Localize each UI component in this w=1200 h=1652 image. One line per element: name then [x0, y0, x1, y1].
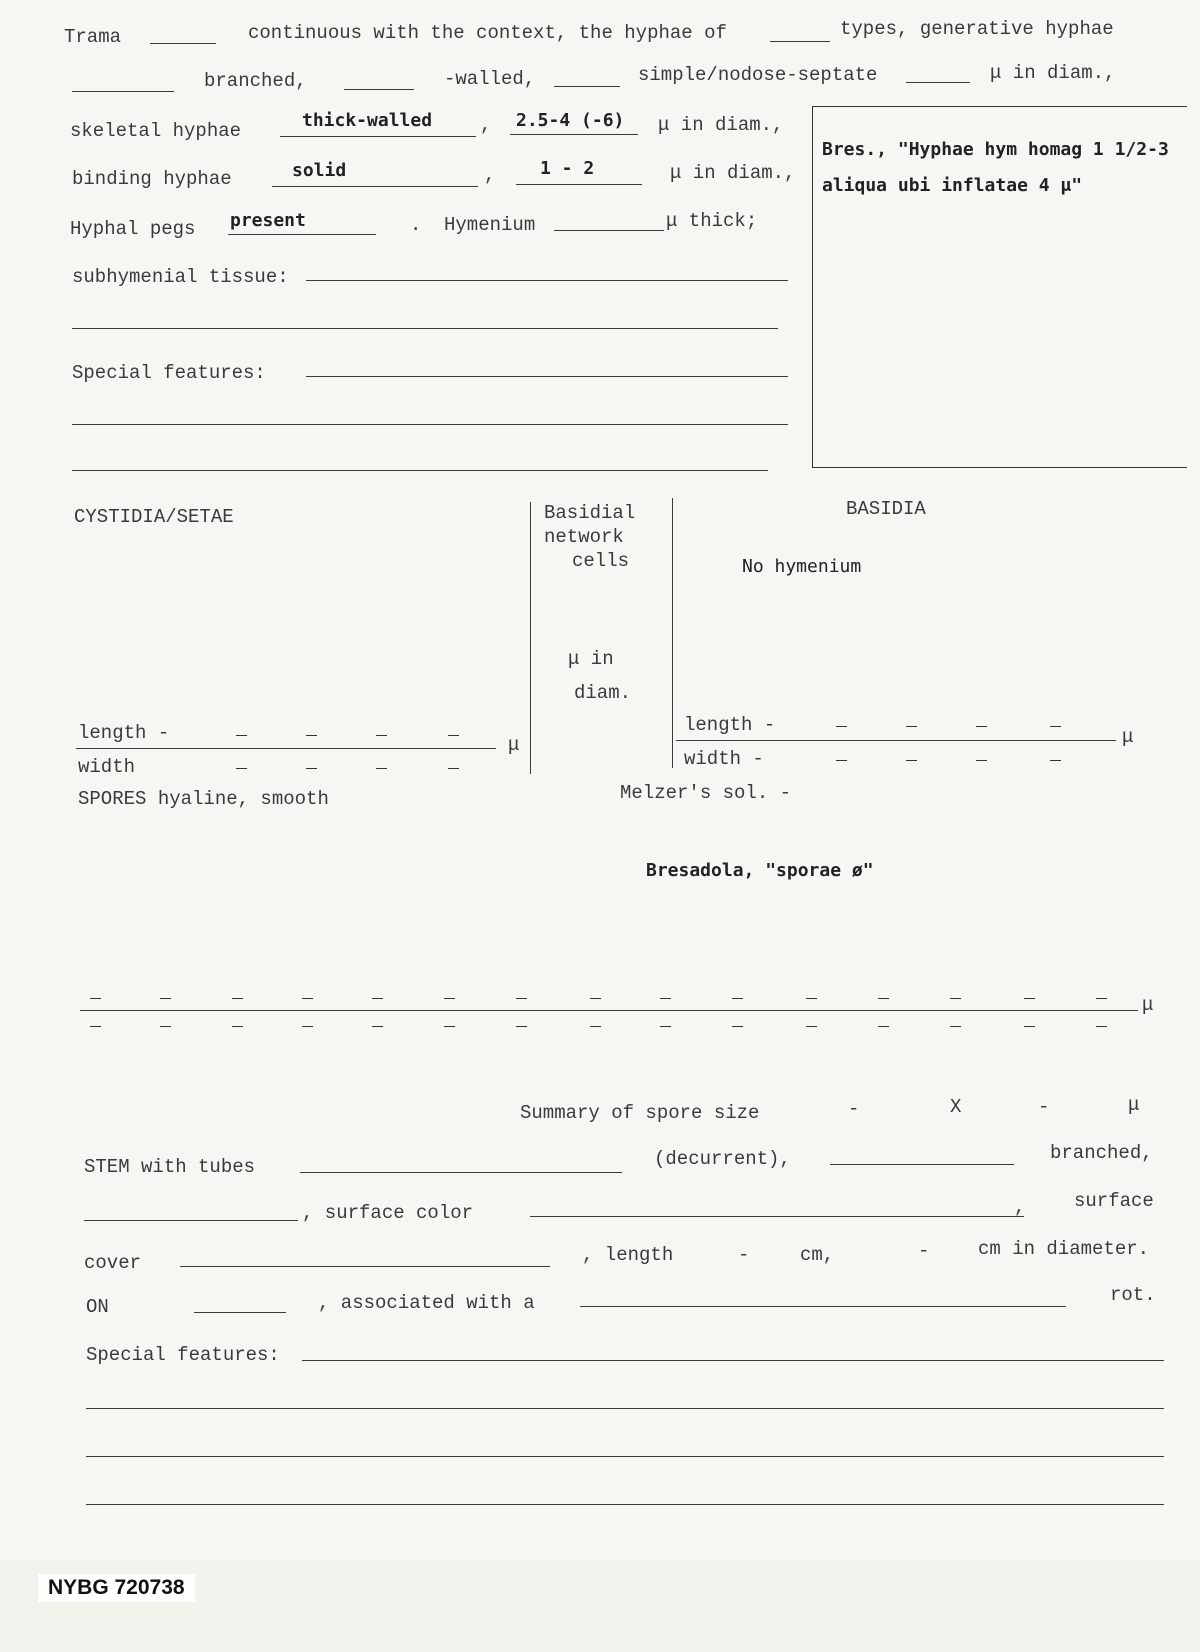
stem-label: STEM with tubes	[84, 1156, 256, 1178]
walled-blank	[344, 89, 414, 90]
special1-blank-1	[306, 376, 788, 377]
cystidia-length-dash	[448, 735, 459, 736]
spore-row2-dash	[302, 1026, 313, 1027]
stem-cm: cm,	[800, 1244, 835, 1266]
stem-on: ON	[86, 1296, 109, 1318]
basidia-width-dash	[836, 760, 847, 761]
cystidia-mu: μ	[508, 734, 520, 756]
stem-special-label: Special features:	[86, 1344, 280, 1366]
bres-note-text: Bres., "Hyphae hym homag 1 1/2-3 aliqua ubi inflatae 4 μ"	[822, 139, 1169, 196]
septate-blank	[554, 86, 620, 87]
spore-mu: μ	[1142, 994, 1154, 1016]
stem-cm-diam: cm in diameter.	[978, 1238, 1150, 1260]
hymenium-label: Hymenium	[444, 214, 536, 236]
spore-row1-dash	[732, 998, 743, 999]
cystidia-title: CYSTIDIA/SETAE	[74, 506, 234, 528]
stem-row2-blank	[84, 1220, 298, 1221]
spore-divider	[80, 1010, 1138, 1011]
spore-row2-dash	[444, 1026, 455, 1027]
bresadola-spore-note: Bresadola, "sporae ø"	[646, 860, 874, 881]
stem-dash1: -	[738, 1244, 750, 1266]
binding-type-value: solid	[292, 160, 347, 181]
stem-special-blank-2	[86, 1408, 1164, 1409]
walled-text: -walled,	[444, 68, 536, 90]
basidia-divider	[676, 740, 1116, 741]
cystidia-divider	[76, 748, 496, 749]
spore-row2-dash	[732, 1026, 743, 1027]
summary-mu: μ	[1128, 1094, 1140, 1116]
stem-branched: branched,	[1050, 1142, 1153, 1164]
spore-row1-dash	[660, 998, 671, 999]
spore-row1-dash	[372, 998, 383, 999]
stem-rot-blank	[580, 1306, 1066, 1307]
summary-dash: -	[848, 1098, 860, 1120]
stem-cover-blank	[180, 1266, 550, 1267]
basidia-length-dash	[1050, 726, 1061, 727]
specimen-label: NYBG 720738	[38, 1574, 195, 1602]
spore-row1-dash	[878, 998, 889, 999]
basidia-title: BASIDIA	[846, 498, 926, 520]
skeletal-wall-value: thick-walled	[302, 110, 433, 131]
trama-text2: types, generative hyphae	[840, 18, 1114, 40]
stem-dash2: -	[918, 1240, 930, 1262]
spore-summary-label: Summary of spore size	[520, 1102, 760, 1124]
basidia-length: length -	[684, 714, 776, 736]
basidial-line1: Basidial	[544, 502, 636, 524]
basidia-width: width -	[684, 748, 764, 770]
spore-row2-dash	[660, 1026, 671, 1027]
special1-blank-3	[72, 470, 768, 471]
cystidia-width-dash	[306, 768, 317, 769]
pegs-dot: .	[410, 214, 422, 236]
spore-row2-dash	[516, 1026, 527, 1027]
basidia-length-dash	[836, 726, 847, 727]
spore-row2-dash	[590, 1026, 601, 1027]
trama-diam: μ in diam.,	[990, 62, 1116, 84]
stem-comma: ,	[1014, 1196, 1026, 1218]
stem-special-blank-4	[86, 1504, 1164, 1505]
cystidia-length-dash	[236, 735, 247, 736]
spore-row2-dash	[1024, 1026, 1035, 1027]
stem-decurrent: (decurrent),	[654, 1148, 791, 1170]
spore-row2-dash	[878, 1026, 889, 1027]
spore-row2-dash	[90, 1026, 101, 1027]
skeletal-diam: μ in diam.,	[658, 114, 784, 136]
spore-row1-dash	[232, 998, 243, 999]
binding-label: binding hyphae	[72, 168, 232, 190]
basidia-length-dash	[976, 726, 987, 727]
basidial-line3: cells	[572, 550, 630, 572]
skeletal-size-blank	[510, 134, 638, 135]
spore-row1-dash	[1096, 998, 1107, 999]
stem-cover: cover	[84, 1252, 142, 1274]
subhymenial-blank-2	[72, 328, 778, 329]
stem-length: , length	[582, 1244, 674, 1266]
branched-blank	[72, 91, 174, 92]
subhymenial-label: subhymenial tissue:	[72, 266, 289, 288]
stem-tubes-blank	[300, 1172, 622, 1173]
basidia-width-dash	[906, 760, 917, 761]
spore-row1-dash	[444, 998, 455, 999]
melzer-label: Melzer's sol. -	[620, 782, 792, 804]
types-blank	[770, 41, 830, 42]
diam-blank	[906, 82, 970, 83]
spore-row1-dash	[1024, 998, 1035, 999]
skeletal-comma: ,	[480, 114, 492, 136]
cystidia-width-dash	[236, 768, 247, 769]
skeletal-wall-blank	[280, 136, 476, 137]
skeletal-label: skeletal hyphae	[70, 120, 242, 142]
stem-special-blank-1	[302, 1360, 1164, 1361]
spore-row2-dash	[950, 1026, 961, 1027]
basidial-right-border	[672, 498, 673, 768]
spore-row2-dash	[372, 1026, 383, 1027]
summary-dash2: -	[1038, 1096, 1050, 1118]
trama-text1: continuous with the context, the hyphae of	[248, 22, 727, 44]
stem-on-blank	[194, 1312, 286, 1313]
special1-blank-2	[72, 424, 788, 425]
spore-row1-dash	[160, 998, 171, 999]
pegs-value: present	[230, 210, 306, 231]
spore-row1-dash	[590, 998, 601, 999]
basidia-width-dash	[976, 760, 987, 761]
basidial-diam: diam.	[574, 682, 632, 704]
stem-color-blank	[530, 1216, 1024, 1217]
basidial-line2: network	[544, 526, 624, 548]
binding-size-value: 1 - 2	[540, 158, 595, 179]
branched-text: branched,	[204, 70, 307, 92]
spore-row1-dash	[302, 998, 313, 999]
pegs-blank	[228, 234, 376, 235]
spore-row1-dash	[90, 998, 101, 999]
cystidia-length-dash	[306, 735, 317, 736]
cystidia-width: width	[78, 756, 136, 778]
spore-row2-dash	[232, 1026, 243, 1027]
basidia-width-dash	[1050, 760, 1061, 761]
skeletal-size-value: 2.5-4 (-6)	[516, 110, 625, 131]
stem-associated: , associated with a	[318, 1292, 535, 1314]
cystidia-length: length -	[78, 722, 170, 744]
spores-label: SPORES hyaline, smooth	[78, 788, 329, 810]
trama-blank	[150, 43, 216, 44]
stem-surface: surface	[1074, 1190, 1154, 1212]
spore-row1-dash	[516, 998, 527, 999]
basidia-length-dash	[906, 726, 917, 727]
spore-row1-dash	[806, 998, 817, 999]
summary-x: X	[950, 1096, 962, 1118]
basidial-mu-in: μ in	[568, 648, 614, 670]
spore-row2-dash	[160, 1026, 171, 1027]
binding-comma: ,	[484, 164, 496, 186]
cystidia-width-dash	[376, 768, 387, 769]
special1-label: Special features:	[72, 362, 266, 384]
hymenium-thick: μ thick;	[666, 210, 758, 232]
basidia-note: No hymenium	[742, 556, 862, 577]
cystidia-length-dash	[376, 735, 387, 736]
basidial-left-border	[530, 502, 531, 774]
basidia-mu: μ	[1122, 726, 1134, 748]
spore-row2-dash	[1096, 1026, 1107, 1027]
cystidia-width-dash	[448, 768, 459, 769]
stem-branched-blank	[830, 1164, 1014, 1165]
subhymenial-blank-1	[306, 280, 788, 281]
binding-size-blank	[516, 184, 642, 185]
stem-rot: rot.	[1110, 1284, 1156, 1306]
binding-diam: μ in diam.,	[670, 162, 796, 184]
trama-label: Trama	[64, 26, 122, 48]
septate-text: simple/nodose-septate	[638, 64, 878, 86]
spore-row1-dash	[950, 998, 961, 999]
pegs-label: Hyphal pegs	[70, 218, 196, 240]
hymenium-blank	[554, 230, 664, 231]
stem-surface-color: , surface color	[302, 1202, 474, 1224]
stem-special-blank-3	[86, 1456, 1164, 1457]
spore-row2-dash	[806, 1026, 817, 1027]
binding-type-blank	[272, 186, 478, 187]
